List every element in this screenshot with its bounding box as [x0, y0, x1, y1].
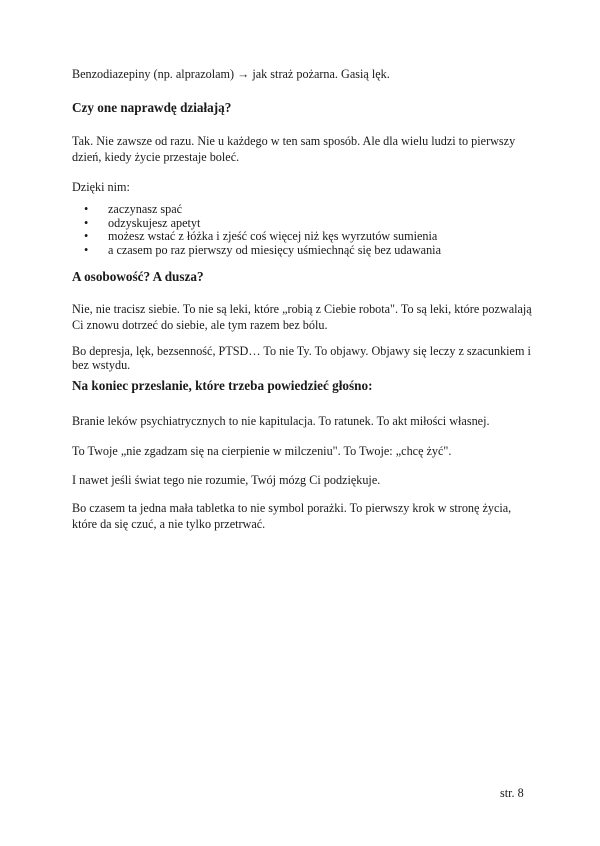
- paragraph-even-if: I nawet jeśli świat tego nie rozumie, Twój mózg Ci podziękuje.: [72, 473, 381, 487]
- paragraph-yours: To Twoje „nie zgadzam się na cierpienie w milczeniu". To Twoje: „chcę żyć".: [72, 444, 452, 458]
- paragraph-taking-medication: Branie leków psychiatrycznych to nie kapitulacja. To ratunek. To akt miłości własnej.: [72, 414, 490, 428]
- paragraph-thanks-to-them: Dzięki nim:: [72, 180, 130, 194]
- list-item: [72, 217, 532, 231]
- bullet-icon: •: [84, 215, 89, 230]
- paragraph-yes: Tak. Nie zawsze od razu. Nie u każdego w ten sam sposób. Ale dla wielu ludzi to pierwszy dzień, kiedy życie przestaje boleć.: [72, 134, 516, 164]
- list-item-text: możesz wstać z łóżka i zjeść coś więcej niż kęs wyrzutów sumienia: [108, 229, 438, 243]
- heading-do-they-work: Czy one naprawdę działają?: [72, 100, 232, 115]
- bullet-icon: •: [84, 202, 89, 216]
- heading-final-message: Na koniec przeslanie, które trzeba powiedzieć głośno:: [72, 378, 373, 393]
- list-item-text: zaczynasz spać: [108, 202, 183, 216]
- list-item-text: odzyskujesz apetyt: [108, 215, 201, 230]
- paragraph-sometimes: Bo czasem ta jedna mała tabletka to nie symbol porażki. To pierwszy krok w stronę życia, które da się czuć, a nie tylko przetrwać.: [72, 501, 512, 531]
- heading-personality: A osobowość? A dusza?: [72, 269, 204, 284]
- paragraph-depression: Bo depresja, lęk, bezsenność, PTSD… To nie Ty. To objawy. Objawy się leczy z szacunkiem i bez wstydu.: [72, 344, 531, 372]
- bullet-icon: •: [84, 242, 89, 257]
- list-item-text: a czasem po raz pierwszy od miesięcy uśmiechnąć się bez udawania: [108, 242, 441, 257]
- list-item: [72, 230, 532, 244]
- list-item: [72, 203, 532, 217]
- benefits-list: [72, 203, 532, 257]
- page-number: str. 8: [500, 786, 524, 800]
- paragraph-benzodiazepines: Benzodiazepiny (np. alprazolam) → jak straż pożarna. Gasią lęk.: [72, 67, 390, 81]
- list-item: [72, 244, 532, 258]
- bullet-icon: •: [84, 229, 89, 243]
- paragraph-no: Nie, nie tracisz siebie. To nie są leki, które „robią z Ciebie robota". To są leki, które pozwalają Ci znowu dotrzeć do siebie, ale tym razem bez bólu.: [72, 302, 532, 332]
